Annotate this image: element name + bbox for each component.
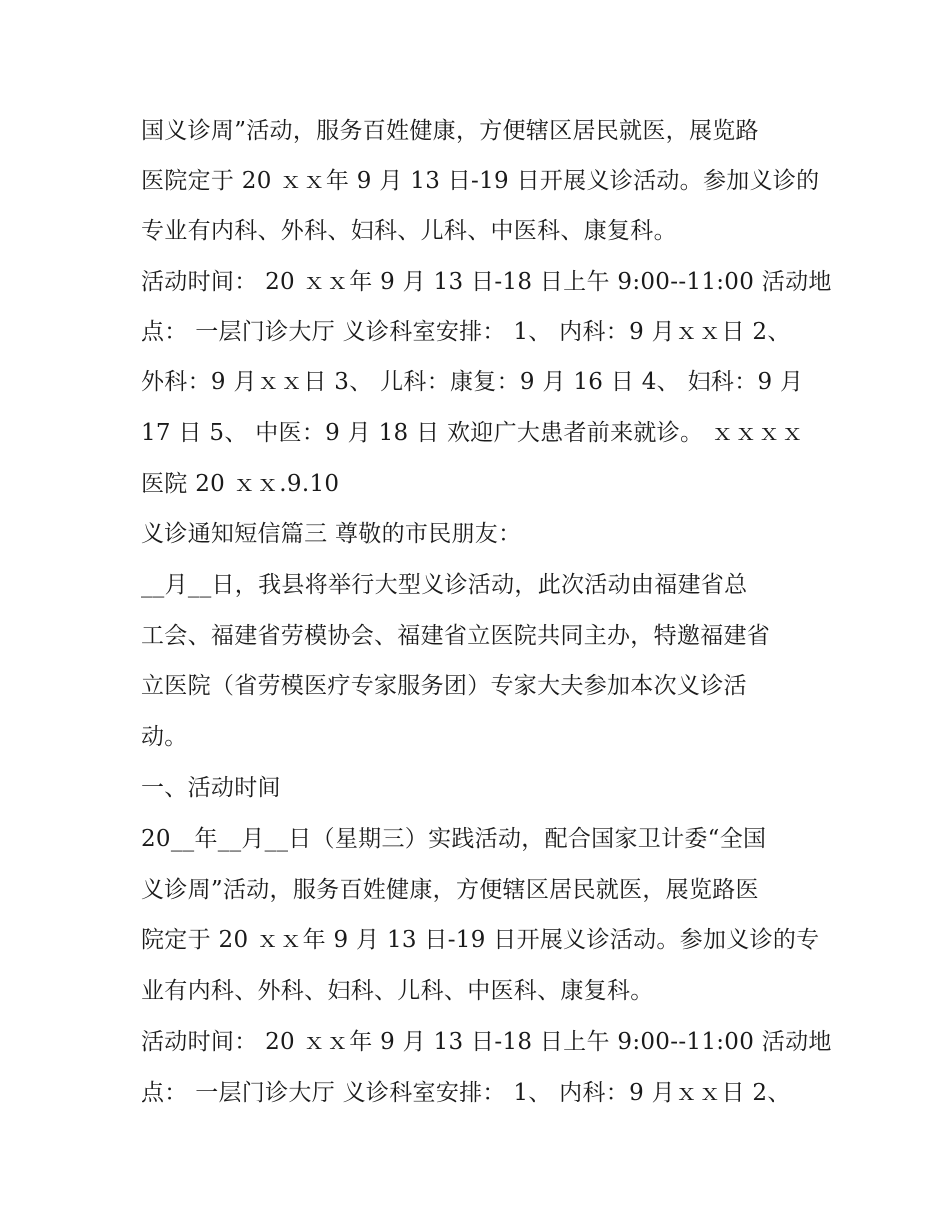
text-line: 医院 20 ｘｘ.9.10 [141, 471, 340, 497]
text-line: 活动时间： 20 ｘｘ年 9 月 13 日-18 日上午 9:00--11:00 活动地 [141, 269, 832, 295]
text-line: 专业有内科、外科、妇科、儿科、中医科、康复科。 [141, 218, 677, 244]
text-line: __月__日，我县将举行大型义诊活动，此次活动由福建省总 [141, 572, 748, 598]
text-line: 点： 一层门诊大厅 义诊科室安排： 1、 内科：9 月ｘｘ日 2、 [141, 319, 791, 345]
section-heading: 义诊通知短信篇三 尊敬的市民朋友： [141, 521, 522, 547]
text-line: 义诊周”活动，服务百姓健康，方便辖区居民就医，展览路医 [141, 877, 759, 903]
text-line: 业有内科、外科、妇科、儿科、中医科、康复科。 [141, 978, 654, 1004]
text-line: 活动时间： 20 ｘｘ年 9 月 13 日-18 日上午 9:00--11:00 活动地 [141, 1029, 832, 1055]
text-line: 院定于 20 ｘｘ年 9 月 13 日-19 日开展义诊活动。参加义诊的专 [141, 927, 820, 953]
text-line: 点： 一层门诊大厅 义诊科室安排： 1、 内科：9 月ｘｘ日 2、 [141, 1080, 791, 1106]
text-line: 国义诊周”活动，服务百姓健康，方便辖区居民就医，展览路 [141, 118, 759, 144]
text-line: 外科：9 月ｘｘ日 3、 儿科：康复：9 月 16 日 4、 妇科：9 月 [141, 369, 804, 395]
section-heading: 一、活动时间 [141, 775, 281, 801]
text-line: 20__年__月__日（星期三）实践活动，配合国家卫计委“全国 [141, 826, 767, 852]
text-line: 动。 [141, 724, 188, 750]
text-line: 立医院（省劳模医疗专家服务团）专家大夫参加本次义诊活 [141, 673, 747, 699]
text-line: 医院定于 20 ｘｘ年 9 月 13 日-19 日开展义诊活动。参加义诊的 [141, 168, 820, 194]
text-line: 工会、福建省劳模协会、福建省立医院共同主办，特邀福建省 [141, 623, 771, 649]
text-line: 17 日 5、 中医：9 月 18 日 欢迎广大患者前来就诊。 ｘｘｘｘ [141, 420, 805, 446]
